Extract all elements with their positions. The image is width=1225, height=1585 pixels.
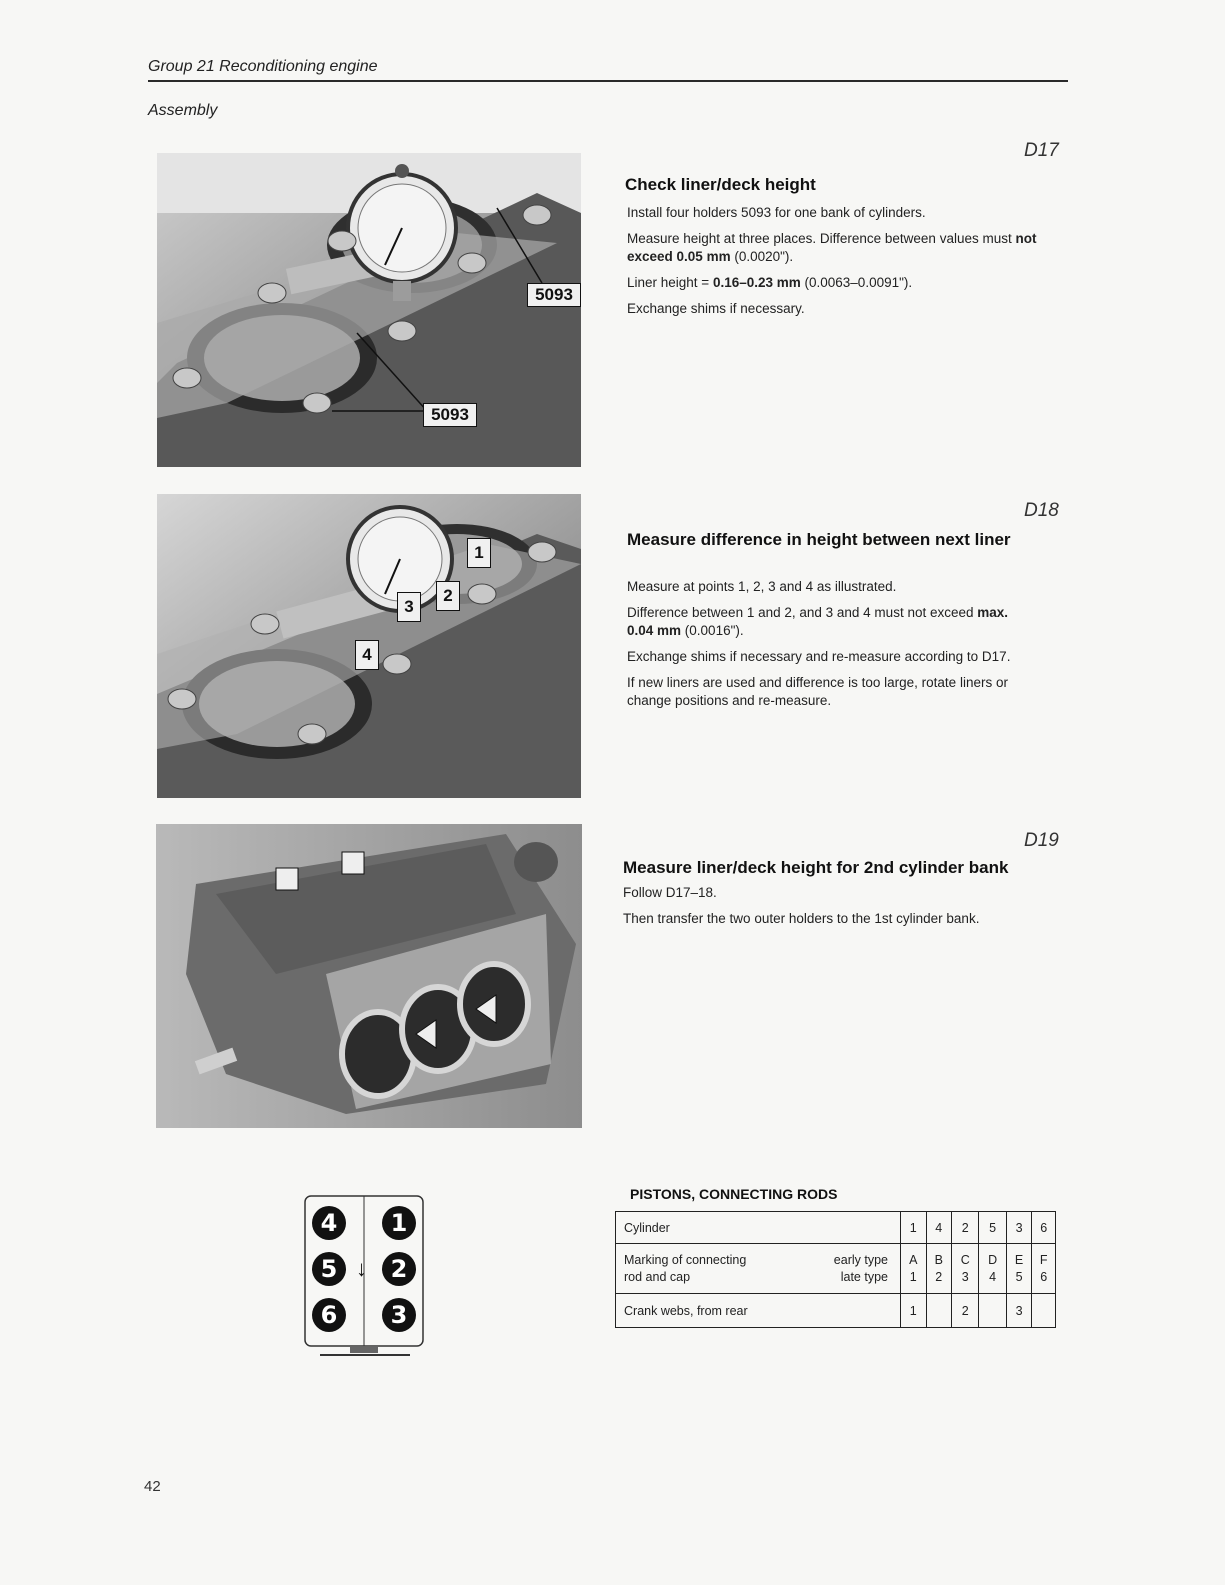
table-cell: 6: [1032, 1212, 1056, 1244]
table-cell: E 5: [1006, 1244, 1032, 1294]
paragraph: If new liners are used and difference is too large, rotate liners or change positions and re-measure.: [627, 675, 1008, 708]
cylinder-3-label: 3: [382, 1298, 416, 1332]
table-row: [616, 1294, 1056, 1328]
table-cell: 2: [952, 1294, 979, 1328]
section-title-d19: Measure liner/deck height for 2nd cylinder bank: [623, 858, 1009, 877]
table-cell: 3: [1006, 1212, 1032, 1244]
paragraph: Difference between 1 and 2, and 3 and 4 must not exceed max. 0.04 mm (0.0016").: [627, 605, 1009, 638]
paragraph: Then transfer the two outer holders to the 1st cylinder bank.: [623, 911, 980, 926]
cylinder-6-label: 6: [312, 1298, 346, 1332]
paragraph: Install four holders 5093 for one bank of cylinders.: [627, 205, 926, 220]
row-label-marking: Marking of connecting early type rod and cap late type: [616, 1244, 901, 1294]
connecting-rod-table: [615, 1211, 1056, 1328]
row-label-cylinder: Cylinder: [616, 1212, 901, 1244]
callout-5093-bottom: 5093: [423, 403, 477, 427]
marker-2: 2: [436, 581, 460, 611]
photo-d19: [156, 824, 582, 1128]
photo-d17: [157, 153, 581, 467]
table-cell: [979, 1294, 1006, 1328]
table-cell: 5: [979, 1212, 1006, 1244]
engine-block-illustration: [157, 153, 581, 467]
engine-block-illustration: [156, 824, 582, 1128]
header-rule: [148, 80, 1068, 82]
section-title-d18: Measure difference in height between next liner: [627, 530, 1011, 549]
paragraph: Liner height = 0.16–0.23 mm (0.0063–0.0091").: [627, 275, 913, 290]
table-cell: D 4: [979, 1244, 1006, 1294]
section-body-d17: [627, 204, 1037, 326]
table-cell: F 6: [1032, 1244, 1056, 1294]
paragraph: Follow D17–18.: [623, 885, 717, 900]
page-header-title: Group 21 Reconditioning engine: [148, 58, 378, 75]
paragraph: Measure at points 1, 2, 3 and 4 as illustrated.: [627, 579, 897, 594]
table-cell: 1: [901, 1212, 927, 1244]
cylinder-4-label: 4: [312, 1206, 346, 1240]
table-cell: 2: [952, 1212, 979, 1244]
table-cell: B 2: [926, 1244, 952, 1294]
marker-1: 1: [467, 538, 491, 568]
marker-3: 3: [397, 592, 421, 622]
table-cell: 1: [901, 1294, 927, 1328]
section-code-d19: D19: [1024, 830, 1059, 851]
page-number: 42: [144, 1478, 161, 1495]
table-row: [616, 1212, 1056, 1244]
cylinder-2-label: 2: [382, 1252, 416, 1286]
cylinder-5-label: 5: [312, 1252, 346, 1286]
table-cell: 3: [1006, 1294, 1032, 1328]
section-body-d19: [623, 884, 1033, 936]
callout-5093-top: 5093: [527, 283, 581, 307]
cylinder-numbering-diagram: [300, 1192, 430, 1362]
row-label-crank-webs: Crank webs, from rear: [616, 1294, 901, 1328]
paragraph: Exchange shims if necessary and re-measure according to D17.: [627, 649, 1011, 664]
table-cell: 4: [926, 1212, 952, 1244]
marker-4: 4: [355, 640, 379, 670]
section-code-d18: D18: [1024, 500, 1059, 521]
section-title-d17: Check liner/deck height: [625, 175, 816, 194]
page-subheader: Assembly: [148, 102, 218, 119]
table-cell: A 1: [901, 1244, 927, 1294]
paragraph: Measure height at three places. Difference between values must not exceed 0.05 mm (0.0020").: [627, 231, 1037, 264]
table-title: PISTONS, CONNECTING RODS: [630, 1186, 838, 1202]
photo-d18: [157, 494, 581, 798]
paragraph: Exchange shims if necessary.: [627, 301, 805, 316]
table-row: [616, 1244, 1056, 1294]
section-code-d17: D17: [1024, 140, 1059, 161]
down-arrow-icon: ↓: [356, 1256, 367, 1281]
table-cell: C 3: [952, 1244, 979, 1294]
table-cell: [1032, 1294, 1056, 1328]
table-cell: [926, 1294, 952, 1328]
cylinder-1-label: 1: [382, 1206, 416, 1240]
section-body-d18: [627, 578, 1037, 718]
